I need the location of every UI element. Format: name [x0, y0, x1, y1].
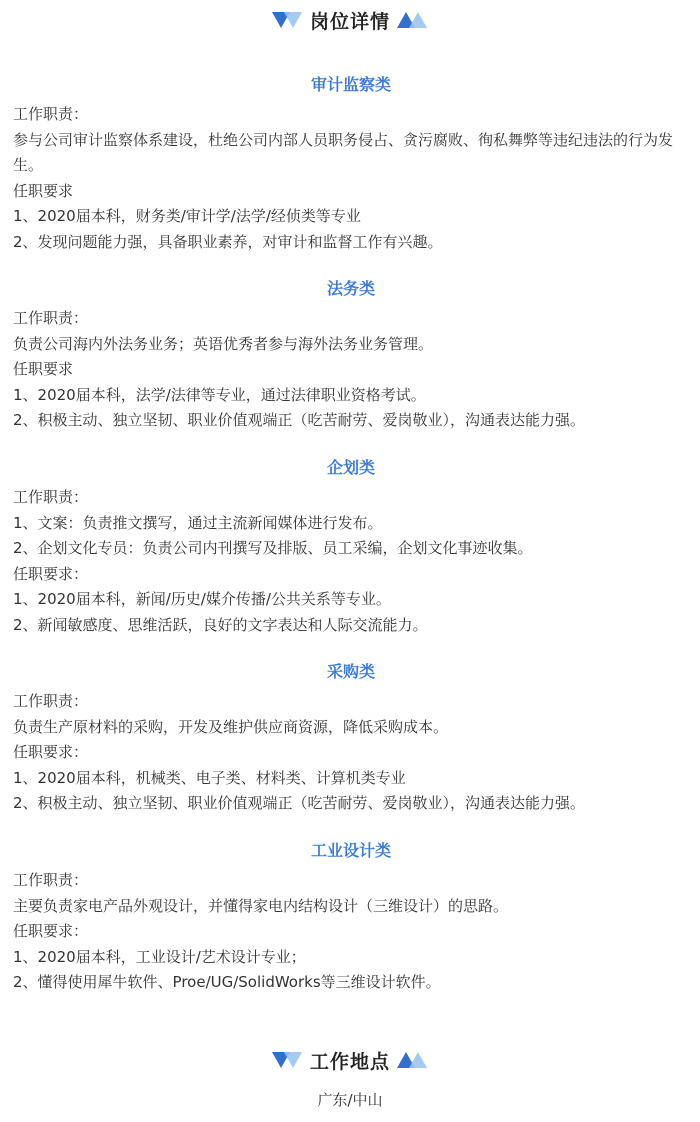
duty-label: 工作职责： [13, 105, 89, 123]
job-category-audit [13, 72, 689, 255]
down-triangle-icon [272, 11, 304, 29]
requirement-label: 任职要求： [13, 564, 89, 583]
requirement-label: 任职要求 [13, 360, 74, 378]
duty-label: 工作职责： [13, 309, 89, 327]
requirement-item: 2、积极主动、独立坚韧、职业价值观端正（吃苦耐劳、爱岗敬业），沟通表达能力强。 [13, 794, 586, 812]
category-title: 工业设计类 [310, 841, 391, 860]
category-title: 采购类 [326, 662, 375, 681]
requirement-item: 2、懂得使用犀牛软件、Proe/UG/SolidWorks等三维设计软件。 [13, 973, 441, 991]
job-category-planning [13, 455, 689, 638]
section-title: 岗位详情 [309, 10, 390, 33]
duty-item: 参与公司审计监察体系建设，杜绝公司内部人员职务侵占、贪污腐败、徇私舞弊等违纪违法的行为发生。 [13, 130, 674, 174]
requirement-item: 2、新闻敏感度、思维活跃，良好的文字表达和人际交流能力。 [13, 615, 428, 634]
down-triangle-icon [272, 1051, 304, 1069]
duty-label: 工作职责： [13, 488, 89, 506]
requirement-item: 1、2020届本科，新闻/历史/媒介传播/公共关系等专业。 [13, 590, 391, 608]
requirement-item: 1、2020届本科，财务类/审计学/法学/经侦类等专业 [13, 207, 361, 225]
requirement-item: 1、2020届本科，工业设计/艺术设计专业； [13, 947, 306, 966]
requirement-item: 1、2020届本科，法学/法律等专业，通过法律职业资格考试。 [13, 385, 426, 404]
category-title: 企划类 [326, 458, 375, 477]
requirement-label: 任职要求： [13, 922, 89, 940]
duty-item: 2、企划文化专员：负责公司内刊撰写及排版、员工采编，企划文化事迹收集。 [13, 539, 533, 557]
duty-item: 主要负责家电产品外观设计，并懂得家电内结构设计（三维设计）的思路。 [13, 896, 509, 915]
job-category-legal [13, 276, 689, 434]
job-category-industrial-design [13, 838, 689, 996]
section-header-job-details [0, 6, 700, 34]
requirement-label: 任职要求： [13, 743, 89, 761]
up-triangle-icon [396, 1051, 428, 1069]
requirement-item: 1、2020届本科，机械类、电子类、材料类、计算机类专业 [13, 768, 406, 787]
section-title: 工作地点 [309, 1050, 390, 1073]
up-triangle-icon [396, 11, 428, 29]
duty-item: 负责公司海内外法务业务；英语优秀者参与海外法务业务管理。 [13, 334, 434, 353]
requirement-label: 任职要求 [13, 181, 74, 200]
category-title: 审计监察类 [310, 75, 391, 94]
section-header-work-location [0, 1046, 700, 1074]
duty-label: 工作职责： [13, 871, 89, 889]
job-category-procurement [13, 659, 689, 817]
duty-item: 1、文案：负责推文撰写，通过主流新闻媒体进行发布。 [13, 513, 383, 532]
work-location-value: 广东/中山 [317, 1091, 383, 1109]
category-title: 法务类 [326, 279, 375, 298]
requirement-item: 2、积极主动、独立坚韧、职业价值观端正（吃苦耐劳、爱岗敬业），沟通表达能力强。 [13, 411, 586, 429]
duty-label: 工作职责： [13, 692, 89, 710]
duty-item: 负责生产原材料的采购，开发及维护供应商资源，降低采购成本。 [13, 717, 449, 736]
requirement-item: 2、发现问题能力强，具备职业素养，对审计和监督工作有兴趣。 [13, 232, 443, 251]
